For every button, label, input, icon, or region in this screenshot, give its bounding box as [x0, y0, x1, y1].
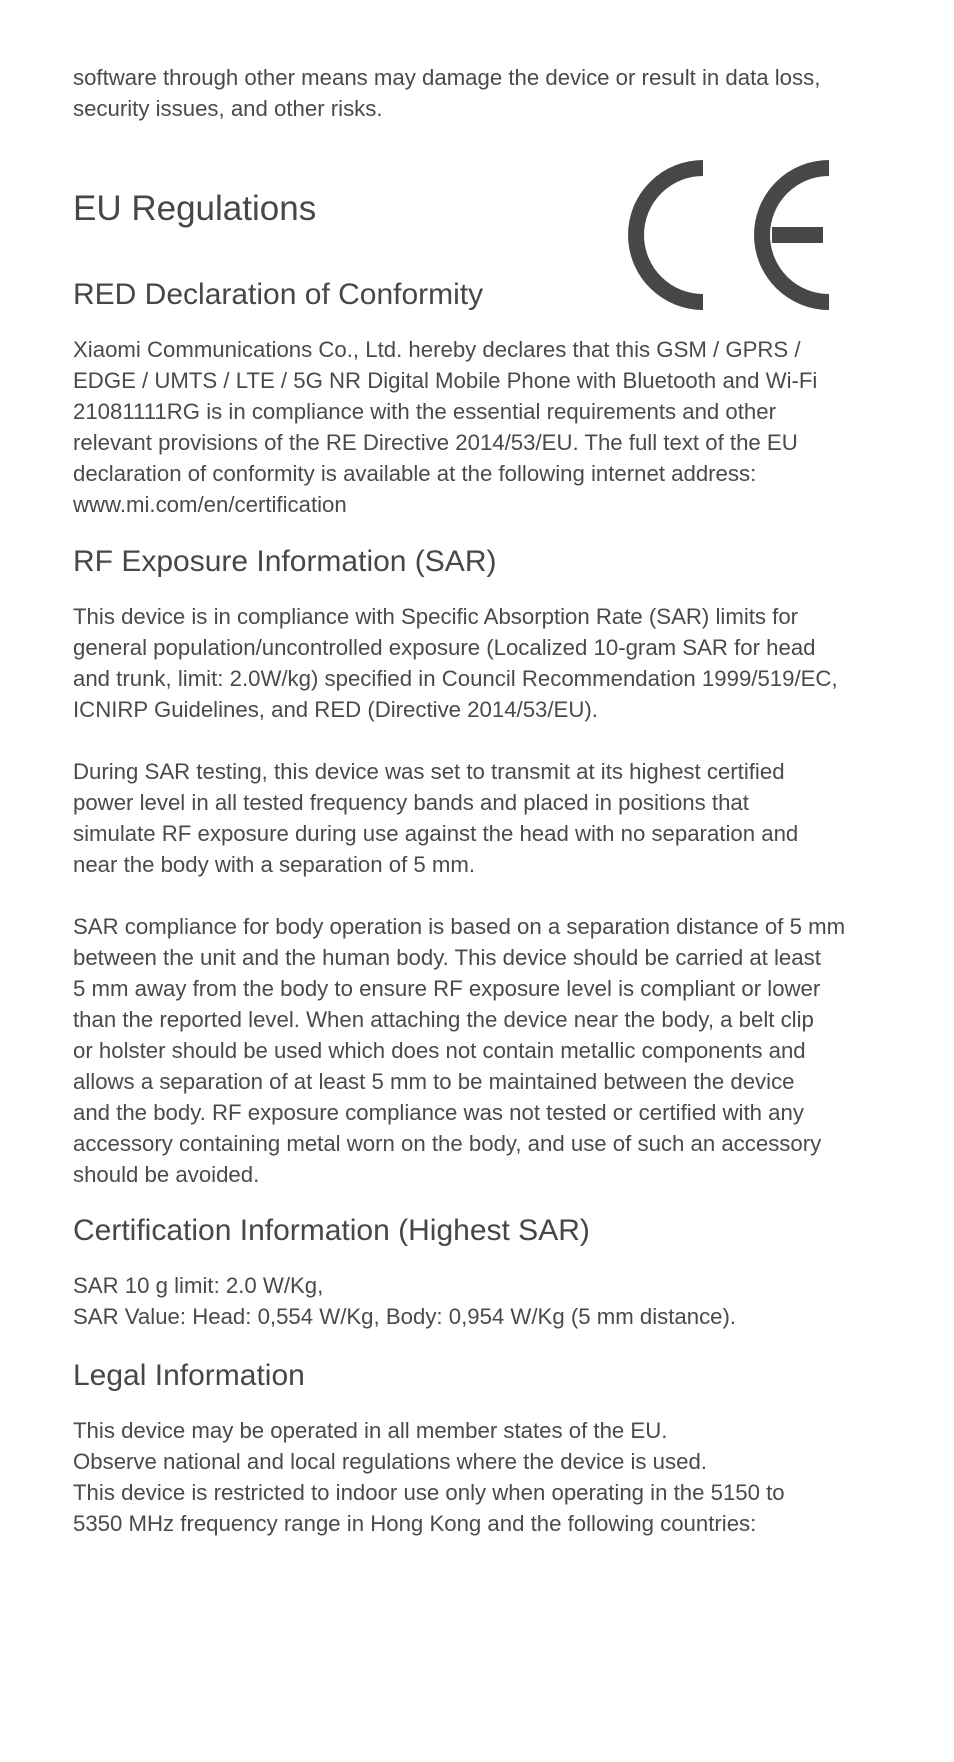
ce-mark-e-bar — [772, 227, 823, 243]
ce-mark-icon — [626, 160, 836, 310]
ce-mark-c — [636, 168, 703, 302]
red-declaration-heading: RED Declaration of Conformity — [73, 278, 484, 311]
rf-exposure-heading: RF Exposure Information (SAR) — [73, 545, 497, 578]
legal-information-heading: Legal Information — [73, 1359, 305, 1392]
certification-paragraph: SAR 10 g limit: 2.0 W/Kg, SAR Value: Head: 0,554 W/Kg, Body: 0,954 W/Kg (5 mm distance). — [73, 1273, 737, 1329]
legal-information-paragraph: This device may be operated in all member states of the EU. Observe national and local regulations where the device is used. This device is restricted to indoor use only when operating in the 5150 to 5350 MHz frequency range in Hong Kong and the following countries: — [73, 1418, 785, 1536]
rf-exposure-paragraph-3: SAR compliance for body operation is based on a separation distance of 5 mm between the unit and the human body. This device should be carried at least 5 mm away from the body to ensure RF exposure level is compliant or lower than the reported level. When attaching the device near the body, a belt clip or holster should be used which does not contain metallic components and allows a separation of at least 5 mm to be maintained between the device and the body. RF exposure compliance was not tested or certified with any accessory containing metal worn on the body, and use of such an accessory should be avoided. — [73, 914, 846, 1187]
rf-exposure-paragraph-2: During SAR testing, this device was set to transmit at its highest certified power level in all tested frequency bands and placed in positions that simulate RF exposure during use against the head with no separation and near the body with a separation of 5 mm. — [73, 759, 799, 877]
certification-heading: Certification Information (Highest SAR) — [73, 1214, 590, 1247]
eu-regulations-heading: EU Regulations — [73, 189, 317, 228]
rf-exposure-paragraph-1: This device is in compliance with Specific Absorption Rate (SAR) limits for general population/uncontrolled exposure (Localized 10-gram SAR for head and trunk, limit: 2.0W/kg) specified in Council Recommendation 1999/519/EC, ICNIRP Guidelines, and RED (Directive 2014/53/EU). — [73, 604, 838, 722]
red-declaration-paragraph: Xiaomi Communications Co., Ltd. hereby declares that this GSM / GPRS / EDGE / UMTS / LTE / 5G NR Digital Mobile Phone with Bluetooth and Wi-Fi 21081111RG is in compliance with the essential requirements and other relevant provisions of the RE Directive 2014/53/EU. The full text of the EU declaration of conformity is available at the following internet address: www.mi.com/en/certification — [73, 337, 818, 517]
intro-paragraph: software through other means may damage the device or result in data loss, security issues, and other risks. — [73, 65, 821, 121]
